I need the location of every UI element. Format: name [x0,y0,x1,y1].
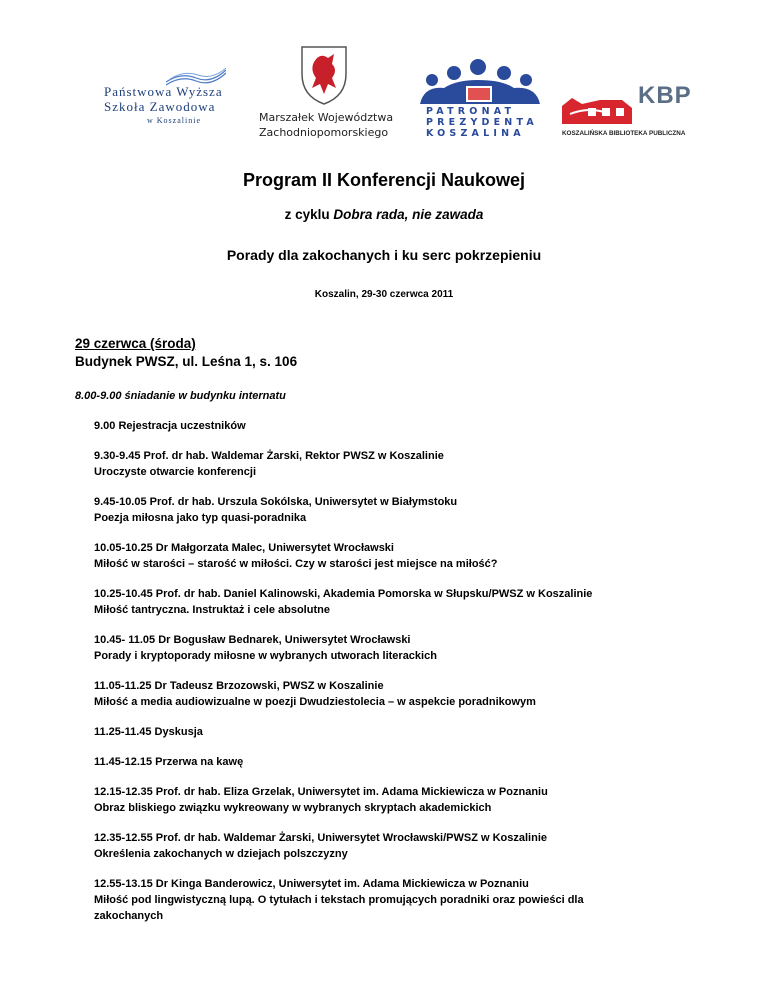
program-item [94,494,714,526]
logo-bar [0,44,768,154]
breakfast-note: 8.00-9.00 śniadanie w budynku internatu [75,390,286,402]
day-venue: Budynek PWSZ, ul. Leśna 1, s. 106 [75,354,298,369]
subtitle-series-name: Dobra rada, nie zawada [333,207,484,222]
item-topic: Miłość pod lingwistyczną lupą. O tytułach i tekstach promujących poradniki oraz powieści dla zakochanych [94,894,584,922]
patronat-line2: PREZYDENTA [426,117,538,128]
kbp-caption: KOSZALIŃSKA BIBLIOTEKA PUBLICZNA [562,130,686,137]
program-item [94,830,714,862]
marszalek-line1: Marszałek Województwa [259,111,394,124]
pwsz-line2: Szkoła Zawodowa [104,99,216,114]
item-topic: Porady i kryptoporady miłosne w wybranych utworach literackich [94,650,437,662]
program-item [94,724,714,740]
program-item [94,540,714,572]
item-time-speaker: 9.45-10.05 Prof. dr hab. Urszula Sokólska, Uniwersytet w Białymstoku [94,496,458,508]
griffin-shield-icon [298,44,350,106]
item-time-speaker: 11.05-11.25 Dr Tadeusz Brzozowski, PWSZ w Koszalinie [94,680,384,692]
program-list [94,418,714,938]
item-time-speaker: 12.35-12.55 Prof. dr hab. Waldemar Żarski, Uniwersytet Wrocławski/PWSZ w Koszalinie [94,832,547,844]
item-time-speaker: 12.55-13.15 Dr Kinga Banderowicz, Uniwersytet im. Adama Mickiewicza w Poznaniu [94,878,529,890]
page-title: Program II Konferencji Naukowej [242,170,526,190]
item-time-speaker: 11.45-12.15 Przerwa na kawę [94,756,244,768]
item-topic: Miłość tantryczna. Instruktaż i cele absolutne [94,604,330,616]
item-topic: Poezja miłosna jako typ quasi-poradnika [94,512,307,524]
page-subtitle [0,207,768,222]
program-item [94,586,714,618]
marszalek-line2: Zachodniopomorskiego [259,126,389,139]
item-time-speaker: 10.25-10.45 Prof. dr hab. Daniel Kalinowski, Akademia Pomorska w Słupsku/PWSZ w Koszalinie [94,588,593,600]
conference-date: Koszalin, 29-30 czerwca 2011 [314,289,454,300]
kbp-logo [560,78,692,142]
item-time-speaker: 12.15-12.35 Prof. dr hab. Eliza Grzelak, Uniwersytet im. Adama Mickiewicza w Poznaniu [94,786,548,798]
program-item [94,784,714,816]
marszalek-logo [252,44,402,146]
item-time-speaker: 9.30-9.45 Prof. dr hab. Waldemar Żarski, Rektor PWSZ w Koszalinie [94,450,444,462]
kbp-letters: KBP [638,82,692,109]
pwsz-line1: Państwowa Wyższa [104,84,223,99]
item-time-speaker: 11.25-11.45 Dyskusja [94,726,203,738]
item-time-speaker: 10.05-10.25 Dr Małgorzata Malec, Uniwersytet Wrocławski [94,542,394,554]
item-time-speaker: 10.45- 11.05 Dr Bogusław Bednarek, Uniwersytet Wrocławski [94,634,411,646]
item-time-speaker: 9.00 Rejestracja uczestników [94,420,246,432]
program-item [94,418,714,434]
patronat-line3: KOSZALINA [426,128,525,139]
program-item [94,448,714,480]
item-topic: Obraz bliskiego związku wykreowany w wybranych skryptach akademickich [94,802,492,814]
item-topic: Miłość w starości – starość w miłości. Czy w starości jest miejsce na miłość? [94,558,498,570]
program-item [94,632,714,664]
subtitle-prefix: z cyklu [284,207,334,222]
item-topic: Określenia zakochanych w dziejach polszczyzny [94,848,348,860]
patronat-logo [416,58,546,140]
program-item [94,754,714,770]
day-date: 29 czerwca (środa) [75,336,196,351]
pwsz-logo [104,84,244,146]
pwsz-line3: w Koszalinie [147,116,201,125]
item-topic: Miłość a media audiowizualne w poezji Dwudziestolecia – w aspekcie poradnikowym [94,696,536,708]
item-topic: Uroczyste otwarcie konferencji [94,466,257,478]
patronat-line1: PATRONAT [426,106,516,117]
day-header [75,335,297,371]
program-item [94,876,714,924]
pwsz-wave-icon [166,68,226,86]
conference-theme: Porady dla zakochanych i ku serc pokrzepieniu [226,247,542,263]
program-item [94,678,714,710]
people-group-icon [416,58,544,106]
